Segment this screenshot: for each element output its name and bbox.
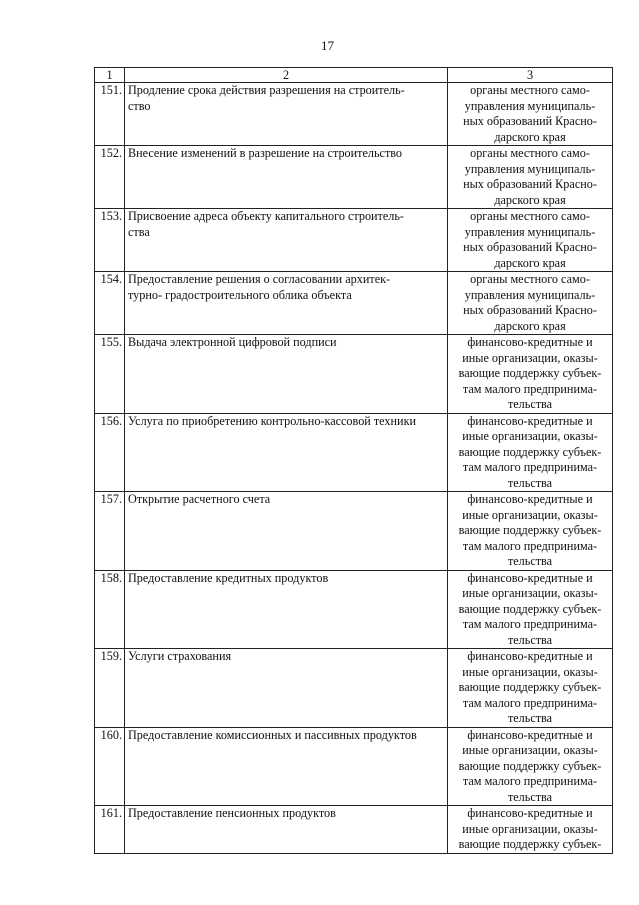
responsible-agency	[448, 335, 613, 414]
table-row	[95, 146, 613, 209]
table-row	[95, 649, 613, 728]
agency-line: финансово-кредитные и	[467, 727, 593, 742]
service-name	[125, 492, 448, 571]
service-name	[125, 806, 448, 854]
row-number: 159.	[95, 649, 125, 728]
table-body	[95, 83, 613, 854]
agency-line: иные организации, оказы-	[462, 507, 598, 522]
service-name	[125, 83, 448, 146]
agency-line: органы местного само-	[470, 209, 590, 223]
table-row	[95, 727, 613, 806]
agency-line: иные организации, оказы-	[462, 350, 598, 365]
table-header-row	[95, 68, 613, 83]
responsible-agency	[448, 492, 613, 571]
table-row	[95, 83, 613, 146]
row-number: 152.	[95, 146, 125, 209]
service-name	[125, 649, 448, 728]
agency-line: иные организации, оказы-	[462, 586, 598, 600]
agency-line: дарского края	[494, 192, 566, 207]
row-number: 158.	[95, 570, 125, 649]
service-name-line: ства	[128, 224, 150, 239]
agency-line: иные организации, оказы-	[462, 743, 598, 757]
service-name-line: Предоставление кредитных продуктов	[128, 570, 329, 585]
services-table	[94, 67, 613, 854]
service-name-line: Внесение изменений в разрешение на строительство	[128, 146, 403, 160]
agency-line: управления муниципаль-	[464, 98, 596, 113]
agency-line: тельства	[507, 789, 553, 804]
responsible-agency	[448, 727, 613, 806]
agency-line: там малого предпринима-	[462, 695, 598, 710]
row-number: 151.	[95, 83, 125, 146]
row-number: 160.	[95, 727, 125, 806]
table-row	[95, 570, 613, 649]
agency-line: финансово-кредитные и	[467, 806, 593, 820]
agency-line: управления муниципаль-	[464, 161, 596, 176]
agency-line: финансово-кредитные и	[467, 570, 593, 585]
agency-line: управления муниципаль-	[464, 287, 596, 302]
agency-line: там малого предпринима-	[462, 774, 598, 788]
agency-line: там малого предпринима-	[462, 460, 598, 474]
agency-line: финансово-кредитные и	[467, 649, 593, 663]
responsible-agency	[448, 83, 613, 146]
page-number: 17	[321, 38, 334, 53]
table-row	[95, 806, 613, 854]
agency-line: тельства	[507, 475, 553, 490]
service-name	[125, 146, 448, 209]
agency-line: там малого предпринима-	[462, 538, 598, 553]
service-name	[125, 335, 448, 414]
agency-line: вающие поддержку субъек-	[458, 366, 602, 380]
agency-line: иные организации, оказы-	[462, 821, 598, 836]
table-row	[95, 413, 613, 492]
service-name-line: Открытие расчетного счета	[128, 492, 271, 506]
agency-line: дарского края	[494, 318, 566, 333]
table-row	[95, 492, 613, 571]
service-name	[125, 570, 448, 649]
service-name	[125, 209, 448, 272]
agency-line: иные организации, оказы-	[462, 429, 598, 443]
agency-line: дарского края	[494, 129, 566, 144]
service-name-line: Услуги страхования	[128, 649, 232, 663]
row-number: 156.	[95, 413, 125, 492]
responsible-agency	[448, 649, 613, 728]
row-number: 153.	[95, 209, 125, 272]
service-name-line: Присвоение адреса объекту капитального строитель-	[128, 209, 404, 223]
agency-line: тельства	[507, 397, 553, 411]
agency-line: тельства	[507, 711, 553, 725]
agency-line: вающие поддержку субъек-	[458, 758, 602, 773]
agency-line: органы местного само-	[470, 83, 590, 97]
responsible-agency	[448, 146, 613, 209]
agency-line: там малого предпринима-	[462, 381, 598, 396]
service-name-line: Продление срока действия разрешения на строитель-	[128, 83, 405, 97]
agency-line: там малого предпринима-	[462, 617, 598, 631]
agency-line: вающие поддержку субъек-	[458, 680, 602, 694]
agency-line: вающие поддержку субъек-	[458, 444, 602, 459]
service-name	[125, 413, 448, 492]
service-name-line: турно- градостроительного облика объекта	[128, 287, 352, 302]
column-header-number: 1	[95, 68, 125, 83]
agency-line: вающие поддержку субъек-	[458, 523, 602, 537]
agency-line: органы местного само-	[470, 146, 590, 160]
responsible-agency	[448, 209, 613, 272]
responsible-agency	[448, 570, 613, 649]
agency-line: дарского края	[494, 255, 566, 270]
agency-line: ных образований Красно-	[463, 177, 597, 191]
agency-line: вающие поддержку субъек-	[458, 837, 602, 851]
column-header-agency: 3	[448, 68, 613, 83]
service-name	[125, 727, 448, 806]
row-number: 161.	[95, 806, 125, 854]
row-number: 154.	[95, 272, 125, 335]
service-name-line: Услуга по приобретению контрольно-кассовой техники	[128, 413, 417, 428]
table-row	[95, 335, 613, 414]
agency-line: финансово-кредитные и	[467, 413, 593, 428]
agency-line: финансово-кредитные и	[467, 335, 593, 349]
agency-line: тельства	[507, 632, 553, 647]
service-name-line: Предоставление решения о согласовании архитек-	[128, 272, 391, 286]
column-header-service: 2	[125, 68, 448, 83]
responsible-agency	[448, 272, 613, 335]
service-name	[125, 272, 448, 335]
table-row	[95, 209, 613, 272]
agency-line: вающие поддержку субъек-	[458, 601, 602, 616]
agency-line: финансово-кредитные и	[467, 492, 593, 506]
service-name-line: Выдача электронной цифровой подписи	[128, 335, 337, 349]
agency-line: иные организации, оказы-	[462, 664, 598, 679]
agency-line: ных образований Красно-	[463, 303, 597, 317]
agency-line: органы местного само-	[470, 272, 590, 286]
agency-line: тельства	[507, 554, 553, 568]
table-row	[95, 272, 613, 335]
row-number: 155.	[95, 335, 125, 414]
responsible-agency	[448, 806, 613, 854]
responsible-agency	[448, 413, 613, 492]
service-name-line: Предоставление комиссионных и пассивных продуктов	[128, 727, 417, 742]
agency-line: ных образований Красно-	[463, 240, 597, 254]
agency-line: ных образований Красно-	[463, 114, 597, 128]
service-name-line: ство	[128, 98, 151, 113]
service-name-line: Предоставление пенсионных продуктов	[128, 806, 336, 820]
agency-line: управления муниципаль-	[464, 224, 596, 239]
row-number: 157.	[95, 492, 125, 571]
